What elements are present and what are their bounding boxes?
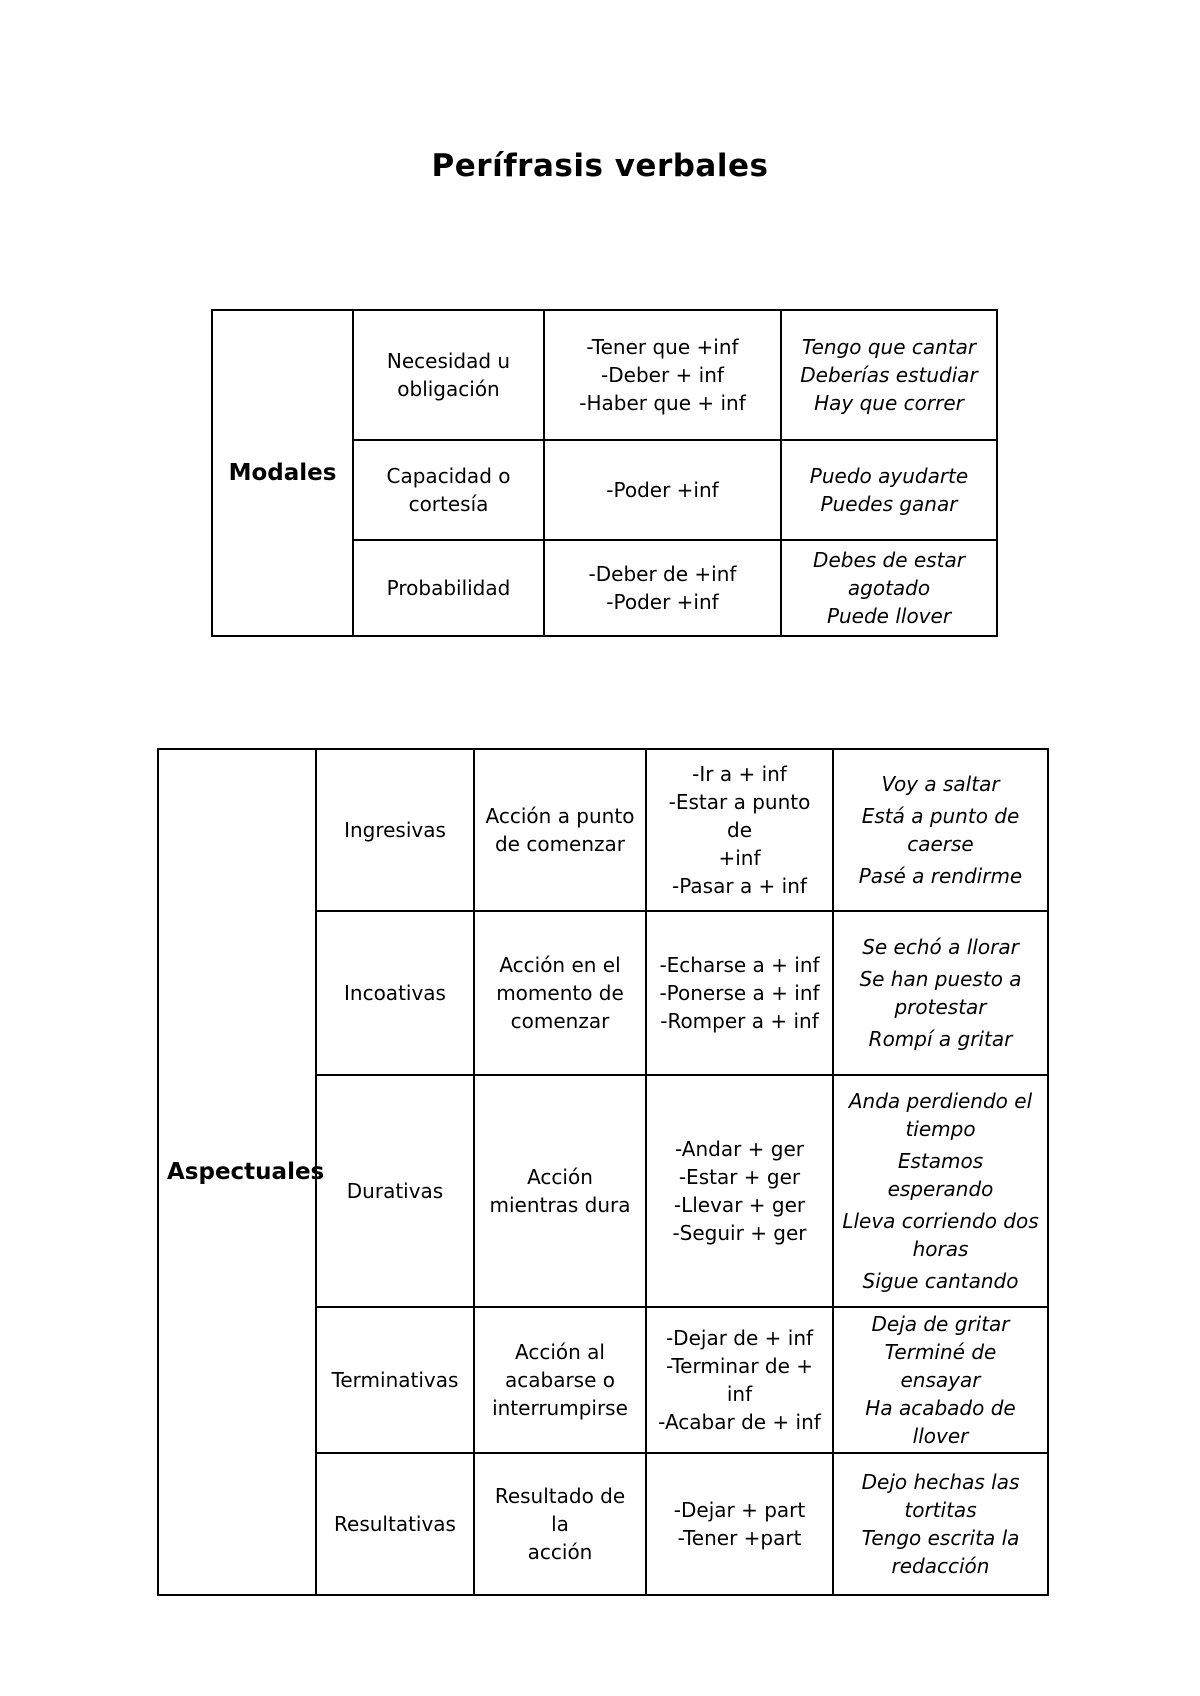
form-line: -Ir a + inf (692, 762, 787, 786)
examples-cell (833, 1307, 1048, 1453)
forms-cell (544, 440, 781, 540)
examples-cell (833, 749, 1048, 911)
form-line: -Dejar de + inf (665, 1326, 814, 1350)
meaning-line: Acción (527, 1165, 593, 1189)
meaning-line: mientras dura (489, 1193, 631, 1217)
type-cell: Durativas (316, 1075, 474, 1307)
meaning-line: cortesía (408, 492, 489, 516)
example-line: Terminé de ensayar (884, 1340, 997, 1392)
example-line: Voy a saltar (881, 772, 1000, 796)
forms-cell (544, 540, 781, 636)
form-line: -Haber que + inf (579, 391, 746, 415)
example-line: tortitas (904, 1498, 977, 1522)
form-line: -Tener que +inf (586, 335, 739, 359)
meaning-cell (474, 1453, 646, 1595)
form-line: -Terminar de + (665, 1354, 814, 1378)
example-line: llover (912, 1424, 969, 1448)
example-line: redacción (891, 1554, 990, 1578)
meaning-cell (474, 1307, 646, 1453)
form-line: inf (726, 1382, 753, 1406)
meaning-line: momento de (496, 981, 624, 1005)
examples-cell (781, 540, 997, 636)
example-line: Hay que correr (814, 391, 964, 415)
type-cell: Ingresivas (316, 749, 474, 911)
meaning-cell (353, 310, 544, 440)
meaning-line: comenzar (510, 1009, 610, 1033)
example-line: Puedo ayudarte (809, 464, 969, 488)
page-title: Perífrasis verbales (431, 148, 769, 184)
example-line: Tengo que cantar (801, 335, 977, 359)
form-line: -Deber + inf (601, 363, 724, 387)
example-line: Lleva corriendo dos horas (842, 1209, 1039, 1261)
forms-cell (646, 1307, 833, 1453)
examples-cell (833, 911, 1048, 1075)
meaning-line: acción (527, 1540, 593, 1564)
example-line: agotado (847, 576, 931, 600)
form-line: -Echarse a + inf (659, 953, 820, 977)
examples-cell (781, 310, 997, 440)
group-label-modales: Modales (212, 310, 353, 636)
meaning-line: Acción en el (499, 953, 621, 977)
modales-table (211, 309, 998, 637)
example-line: Se echó a llorar (862, 935, 1019, 959)
form-line: -Poder +inf (606, 478, 719, 502)
type-cell: Resultativas (316, 1453, 474, 1595)
meaning-cell (474, 911, 646, 1075)
examples-cell (833, 1075, 1048, 1307)
meaning-cell (474, 1075, 646, 1307)
example-line: Anda perdiendo el tiempo (848, 1089, 1033, 1141)
example-line: Tengo escrita la (861, 1526, 1020, 1550)
form-line: -Pasar a + inf (672, 874, 807, 898)
meaning-line: Capacidad o (386, 464, 511, 488)
meaning-line: Necesidad u (386, 349, 511, 373)
form-line: -Llevar + ger (673, 1193, 806, 1217)
meaning-line: Probabilidad (386, 576, 511, 600)
meaning-line: Acción a punto (485, 804, 635, 828)
form-line: +inf (718, 846, 761, 870)
meaning-line: Resultado de la (494, 1484, 626, 1536)
example-line: Deja de gritar (871, 1312, 1010, 1336)
meaning-cell (474, 749, 646, 911)
type-cell: Terminativas (316, 1307, 474, 1453)
example-line: Rompí a gritar (868, 1027, 1013, 1051)
form-line: -Tener +part (677, 1526, 802, 1550)
example-line: Puede llover (826, 604, 952, 628)
forms-cell (646, 1075, 833, 1307)
form-line: -Poder +inf (606, 590, 719, 614)
example-line: Deberías estudiar (800, 363, 978, 387)
meaning-line: obligación (397, 377, 500, 401)
forms-cell (646, 1453, 833, 1595)
table-row (212, 310, 997, 440)
form-line: -Estar a punto de (668, 790, 811, 842)
aspectuales-table (157, 748, 1049, 1596)
form-line: -Deber de +inf (588, 562, 737, 586)
type-cell: Incoativas (316, 911, 474, 1075)
example-line: Dejo hechas las (861, 1470, 1020, 1494)
meaning-cell (353, 540, 544, 636)
form-line: -Romper a + inf (660, 1009, 819, 1033)
example-line: Estamos esperando (887, 1149, 994, 1201)
table-row (158, 749, 1048, 911)
form-line: -Estar + ger (678, 1165, 801, 1189)
example-line: Ha acabado de (865, 1396, 1016, 1420)
meaning-line: interrumpirse (492, 1396, 628, 1420)
group-label-aspectuales: Aspectuales (158, 749, 316, 1595)
example-line: Sigue cantando (862, 1269, 1019, 1293)
examples-cell (833, 1453, 1048, 1595)
example-line: Puedes ganar (820, 492, 958, 516)
form-line: -Seguir + ger (672, 1221, 807, 1245)
forms-cell (544, 310, 781, 440)
form-line: -Ponerse a + inf (659, 981, 820, 1005)
example-line: Está a punto de caerse (861, 804, 1020, 856)
form-line: -Andar + ger (674, 1137, 804, 1161)
meaning-line: de comenzar (494, 832, 626, 856)
example-line: Se han puesto a protestar (859, 967, 1022, 1019)
forms-cell (646, 749, 833, 911)
meaning-line: Acción al (515, 1340, 605, 1364)
form-line: -Dejar + part (673, 1498, 806, 1522)
examples-cell (781, 440, 997, 540)
meaning-cell (353, 440, 544, 540)
form-line: -Acabar de + inf (658, 1410, 821, 1434)
example-line: Debes de estar (813, 548, 965, 572)
example-line: Pasé a rendirme (858, 864, 1023, 888)
forms-cell (646, 911, 833, 1075)
meaning-line: acabarse o (505, 1368, 615, 1392)
